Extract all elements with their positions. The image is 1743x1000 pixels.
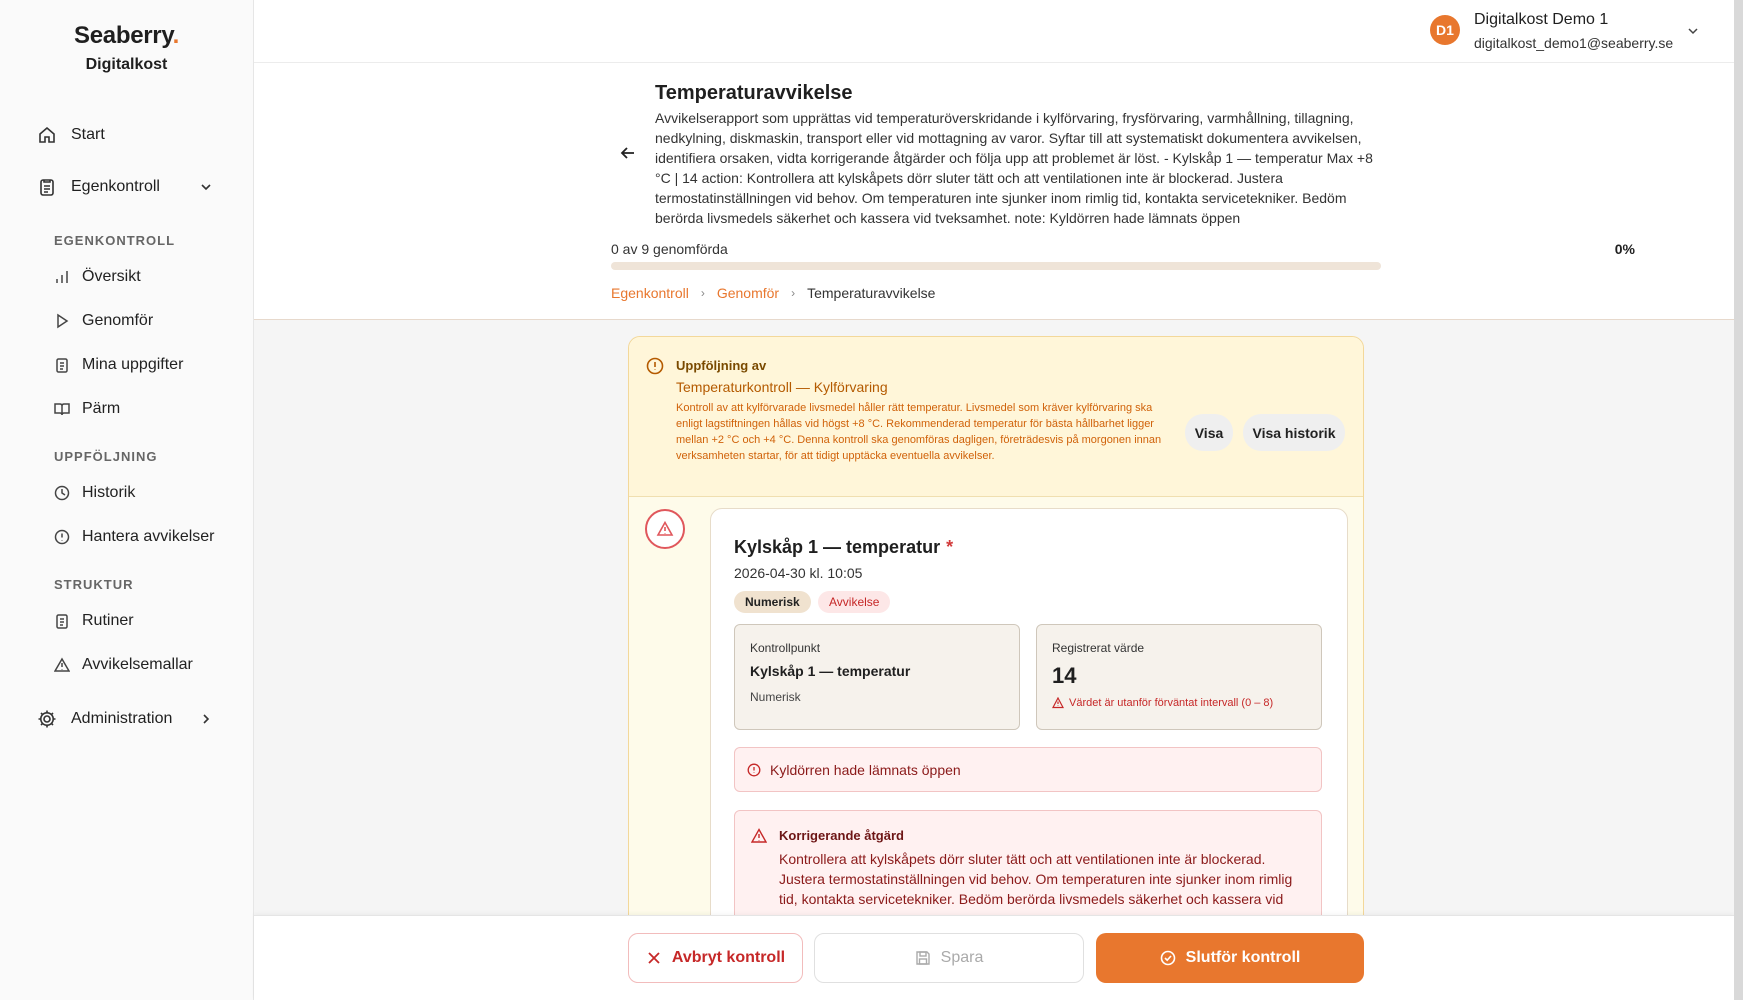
followup-header (629, 337, 1363, 497)
registrerat-value: 14 (1052, 663, 1077, 688)
finish-control-button[interactable]: Slutför kontroll (1096, 933, 1364, 983)
section-egenkontroll: EGENKONTROLL (54, 233, 176, 248)
type-badge: Numerisk (734, 591, 811, 613)
corrective-action-box (734, 810, 1322, 915)
nav-hantera-avvikelser[interactable]: Hantera avvikelser (54, 525, 215, 549)
status-badge: Avvikelse (818, 591, 890, 613)
progress-label: 0 av 9 genomförda (611, 241, 728, 257)
clipboard-list-icon (54, 357, 70, 373)
scrollbar[interactable] (1734, 0, 1743, 1000)
page-description: Avvikelserapport som upprättas vid temperaturöverskridande i kylförvaring, frysförvaring, varmhållning, tillagning, nedkylning, diskmaskin, transport eller vid mottagning av varor. Syftar till att systematiskt dokumentera avvikelsen, identifiera orsaken, vidta korrigerande åtgärder och följa upp att problemet är löst. - Kylskåp 1 — temperatur Max +8 °C | 14 action: Kontrollera att kylskåpets dörr sluter tätt och att ventilationen inte är blockerad. Justera termostatinställningen vid behov. Om temperaturen inte sjunker inom rimlig tid, kontakta servicetekniker. Bedöm berörda livsmedels säkerhet och kassera vid tveksamhet. note: Kyldörren hade lämnats öppen (655, 110, 1373, 226)
chevron-right-icon (198, 711, 214, 727)
alert-circle-icon (747, 763, 761, 777)
breadcrumb-genomfor[interactable]: Genomför (716, 285, 780, 301)
corrective-action-text: Kontrollera att kylskåpets dörr sluter tätt och att ventilationen inte är blockerad. Justera termostatinställningen vid behov. Om temperaturen inte sjunker inom rimlig tid, kontakta servicetekniker. Bedöm berörda livsmedels säkerhet och kassera vid (779, 851, 1293, 907)
nav-start[interactable]: Start (0, 118, 254, 152)
page-title: Temperaturavvikelse (655, 82, 853, 104)
topbar (254, 0, 1734, 63)
chevron-right-icon: › (791, 286, 796, 300)
progress-percent: 0% (1614, 241, 1635, 257)
kontrollpunkt-label: Kontrollpunkt (750, 641, 821, 655)
registrerat-box (1036, 624, 1322, 730)
book-open-icon (54, 401, 70, 417)
clipboard-list-icon (54, 613, 70, 629)
home-icon (37, 125, 57, 145)
chevron-down-icon (198, 179, 214, 195)
followup-subtitle: Temperaturkontroll — Kylförvaring (676, 379, 888, 395)
alert-circle-icon (54, 529, 70, 545)
chevron-right-icon: › (700, 286, 705, 300)
out-of-range-warning: Värdet är utanför förväntat intervall (0 – 8) (1052, 697, 1273, 709)
nav-mina-uppgifter[interactable]: Mina uppgifter (54, 353, 183, 377)
gear-icon (37, 709, 57, 729)
play-icon (54, 313, 70, 329)
cancel-control-button[interactable]: Avbryt kontroll (628, 933, 803, 983)
required-marker: * (946, 537, 954, 557)
note-box: Kyldörren hade lämnats öppen (734, 747, 1322, 792)
section-struktur: STRUKTUR (54, 577, 134, 592)
checkpoint-card (710, 508, 1348, 915)
corrective-action-title: Korrigerande åtgärd (779, 828, 904, 843)
chevron-down-icon[interactable] (1686, 24, 1700, 38)
nav-rutiner[interactable]: Rutiner (54, 609, 134, 633)
brand-org: Digitalkost (85, 56, 168, 73)
alert-circle-icon (646, 357, 664, 375)
nav-oversikt[interactable]: Översikt (54, 265, 141, 289)
close-icon (646, 950, 662, 966)
nav-administration[interactable]: Administration (0, 702, 254, 736)
nav-historik[interactable]: Historik (54, 481, 135, 505)
kontrollpunkt-value: Kylskåp 1 — temperatur (750, 663, 911, 679)
user-email: digitalkost_demo1@seaberry.se (1474, 35, 1674, 51)
warning-triangle-icon (656, 520, 674, 538)
warning-triangle-icon (751, 828, 767, 844)
warning-triangle-icon (54, 657, 70, 673)
visa-button[interactable]: Visa (1185, 414, 1233, 451)
progress-bar (611, 262, 1381, 270)
check-circle-icon (1160, 950, 1176, 966)
followup-description: Kontroll av att kylförvarade livsmedel håller rätt temperatur. Livsmedel som kräver kylförvaring ska enligt lagstiftningen hållas vid högst +8 °C. Rekommenderad temperatur för bästa hållbarhet ligger mellan +2 °C och +4 °C. Denna kontroll ska genomföras dagligen, företrädesvis på morgonen innan verksamheten startar, för att tidigt upptäcka eventuella avvikelser. (676, 402, 1162, 462)
back-arrow-icon[interactable] (618, 143, 638, 163)
breadcrumb-egenkontroll[interactable]: Egenkontroll (611, 285, 689, 301)
checkpoint-title: Kylskåp 1 — temperatur * (734, 537, 954, 557)
nav-egenkontroll[interactable]: Egenkontroll (0, 170, 254, 204)
section-uppfoljning: UPPFÖLJNING (54, 449, 158, 464)
kontrollpunkt-type: Numerisk (750, 690, 801, 704)
brand-logo[interactable]: Seaberry. (74, 22, 179, 49)
kontrollpunkt-box (734, 624, 1020, 730)
sidebar (0, 0, 254, 1000)
followup-card (628, 336, 1364, 915)
deviation-marker (645, 509, 685, 549)
followup-title: Uppföljning av (676, 358, 767, 373)
breadcrumb (611, 285, 935, 301)
save-icon (915, 950, 931, 966)
warning-triangle-icon (1052, 697, 1064, 709)
checkpoint-date: 2026-04-30 kl. 10:05 (734, 565, 863, 581)
clipboard-icon (37, 177, 57, 197)
breadcrumb-current: Temperaturavvikelse (807, 285, 936, 301)
nav-parm[interactable]: Pärm (54, 397, 120, 421)
registrerat-label: Registrerat värde (1052, 641, 1145, 655)
clock-icon (54, 485, 70, 501)
page-header (254, 63, 1734, 320)
avatar[interactable]: D1 (1430, 15, 1460, 45)
bar-chart-icon (54, 269, 70, 285)
main-content (254, 320, 1734, 915)
action-footer (254, 915, 1734, 1000)
nav-genomfor[interactable]: Genomför (54, 309, 153, 333)
save-button[interactable]: Spara (814, 933, 1084, 983)
nav-avvikelsemallar[interactable]: Avvikelsemallar (54, 653, 193, 677)
brand (0, 0, 253, 74)
visa-historik-button[interactable]: Visa historik (1243, 414, 1345, 451)
user-name[interactable]: Digitalkost Demo 1 (1474, 11, 1609, 28)
